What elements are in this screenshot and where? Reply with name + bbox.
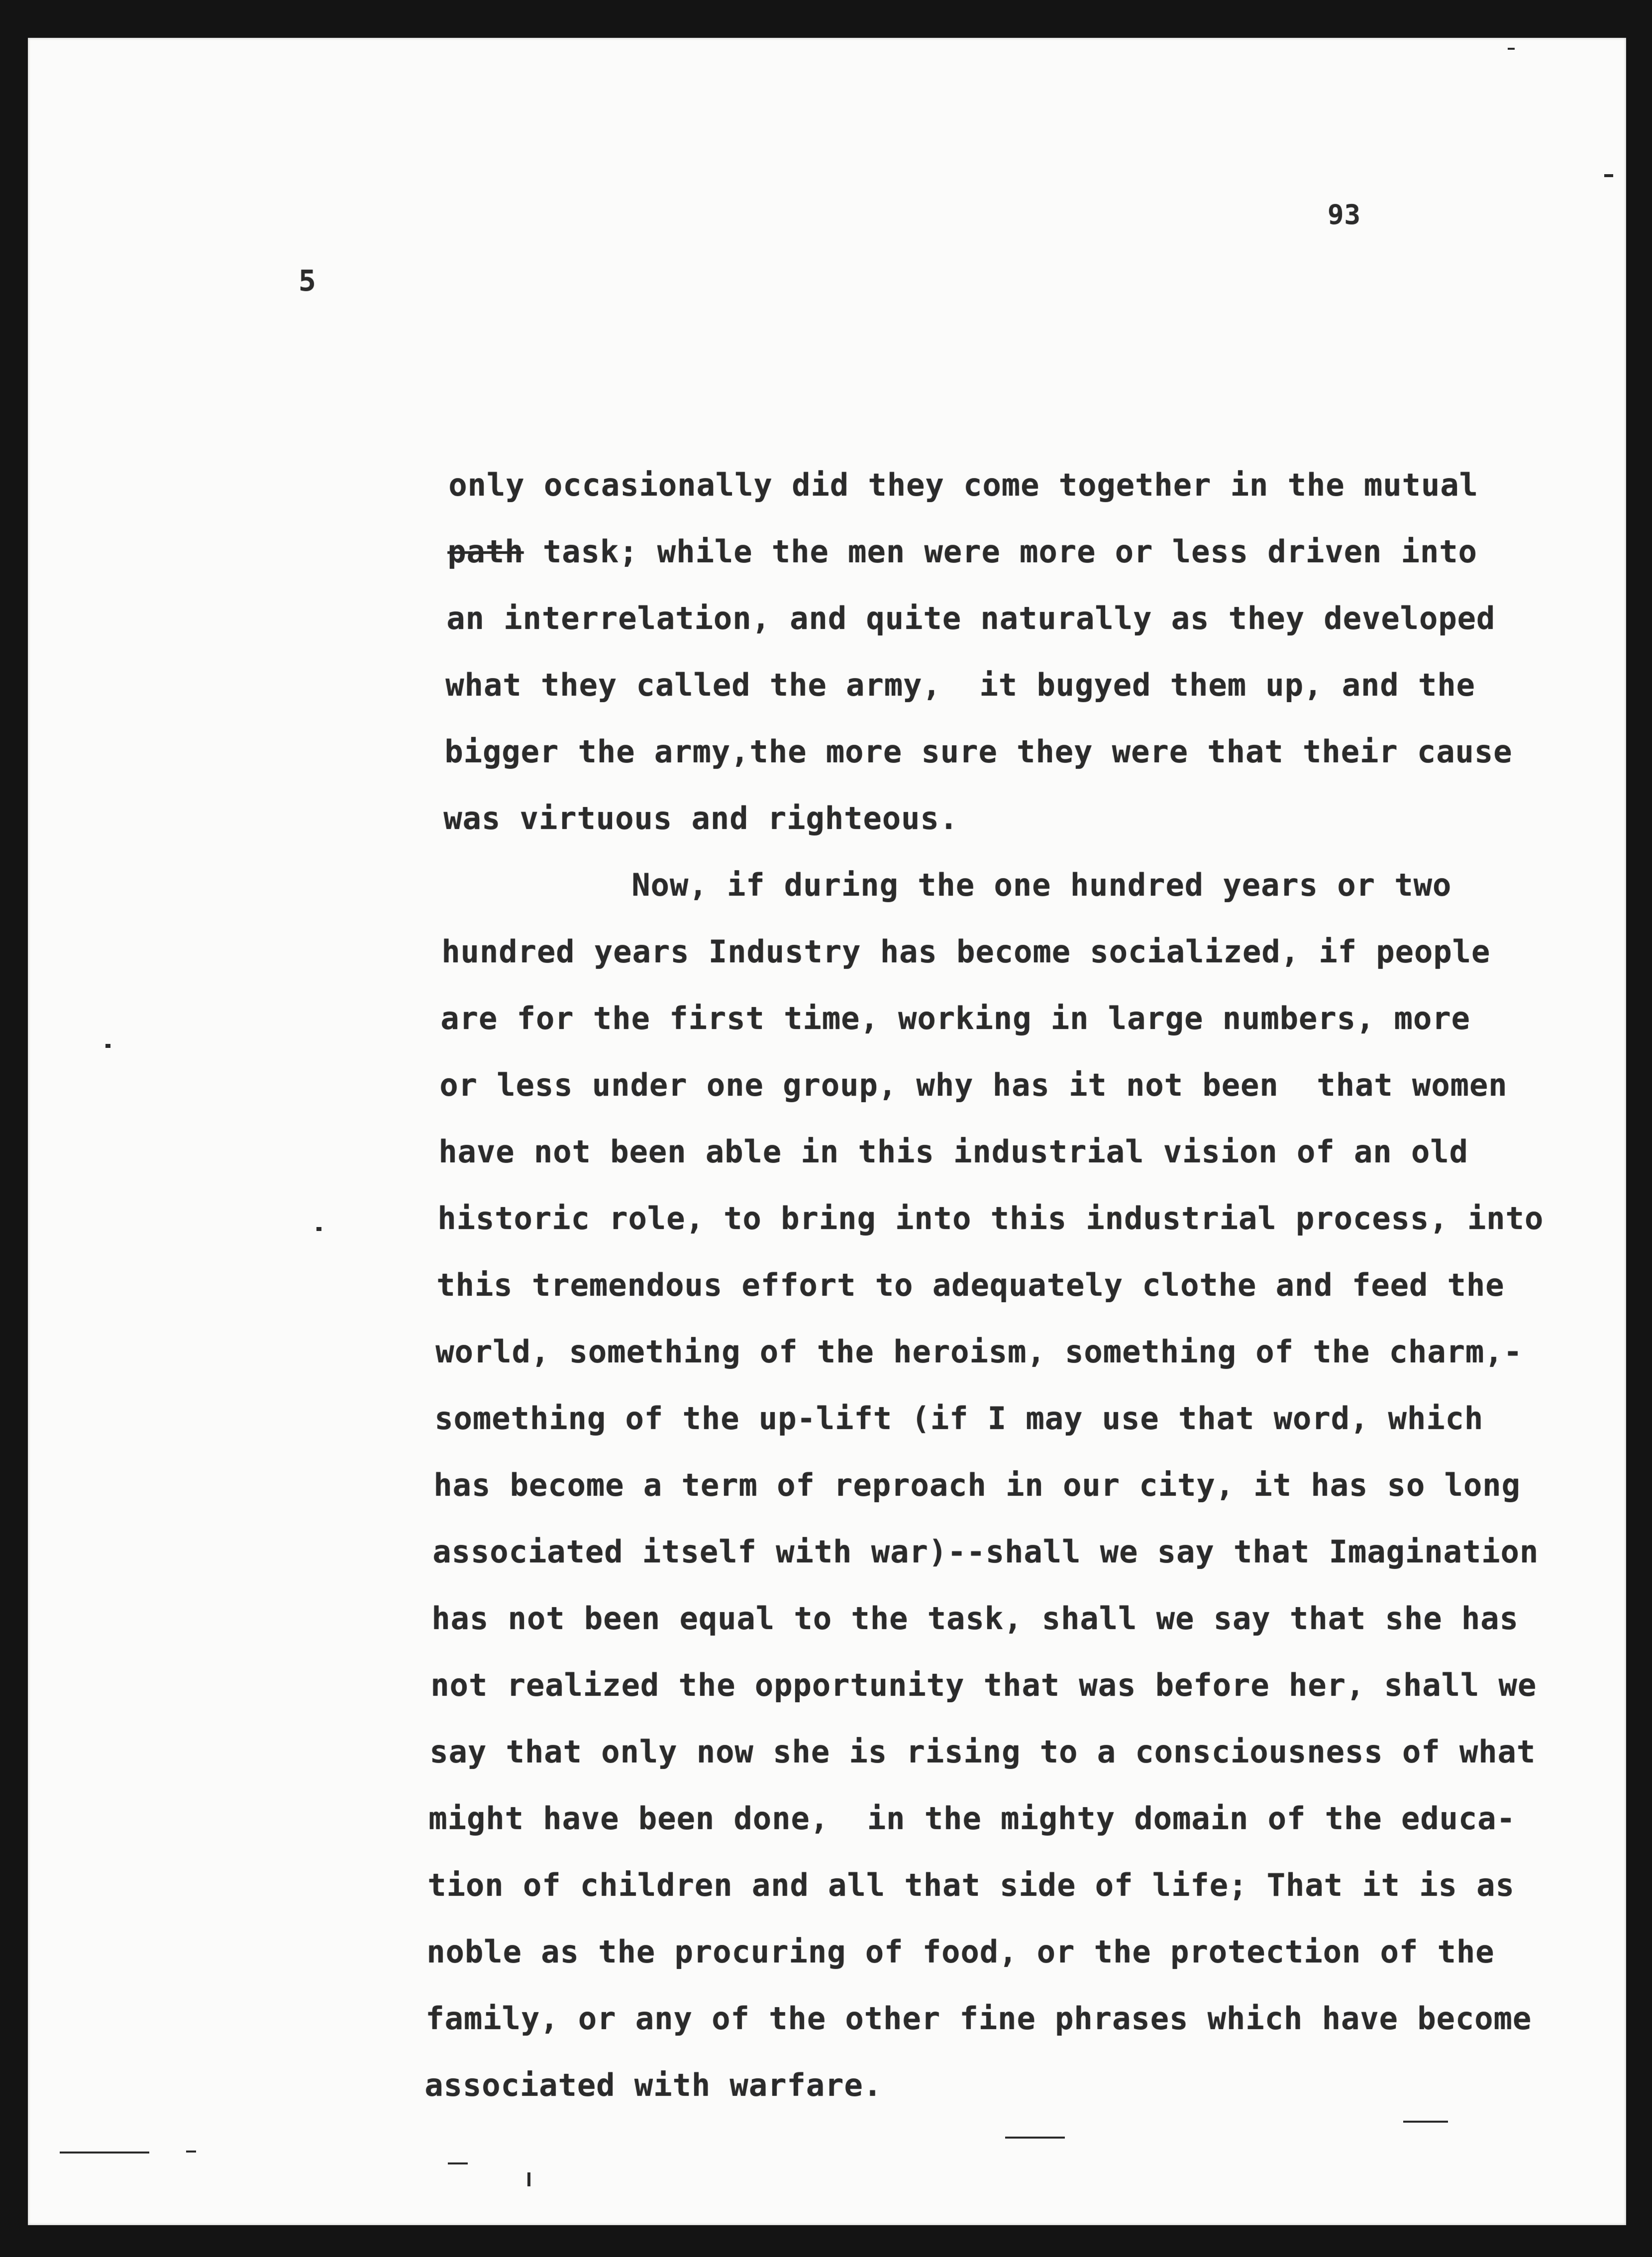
text-line: associated itself with war)--shall we say that Imagination (432, 1534, 1539, 1570)
text-line: what they called the army, it bugyed them up, and the (445, 667, 1475, 703)
scan-speck (105, 1044, 110, 1048)
text-line: might have been done, in the mighty domain of the educa- (428, 1800, 1516, 1837)
text-line: not realized the opportunity that was before her, shall we (430, 1667, 1537, 1703)
section-number: 5 (299, 264, 316, 298)
text-line: tion of children and all that side of life; That it is as (427, 1867, 1515, 1903)
text-line: historic role, to bring into this industrial process, into (437, 1200, 1544, 1236)
text-line: this tremendous effort to adequately clothe and feed the (436, 1267, 1505, 1303)
text-line: family, or any of the other fine phrases which have become (425, 2000, 1532, 2037)
text-line: are for the first time, working in large numbers, more (440, 1000, 1470, 1036)
page-number: 93 (1328, 199, 1361, 230)
scan-streak (186, 2151, 196, 2153)
text-line: have not been able in this industrial vision of an old (438, 1133, 1468, 1170)
edge-tick (1604, 174, 1613, 177)
text-line: hundred years Industry has become socialized, if people (441, 933, 1491, 970)
scan-streak (1508, 48, 1515, 50)
text-line: noble as the procuring of food, or the protection of the (426, 1934, 1495, 1970)
text-line: associated with warfare. (424, 2067, 883, 2103)
text-line: an interrelation, and quite naturally as they developed (446, 600, 1496, 636)
text-line: path task; while the men were more or less driven into (447, 533, 1477, 570)
text-line: has not been equal to the task, shall we say that she has (431, 1600, 1519, 1637)
scan-speck (316, 1227, 321, 1231)
text-line: something of the up-lift (if I may use that word, which (434, 1400, 1484, 1436)
text-line: world, something of the heroism, something of the charm,- (435, 1334, 1523, 1370)
scan-streak (60, 2152, 149, 2154)
scan-streak (1403, 2121, 1448, 2123)
scan-streak (1005, 2137, 1065, 2139)
text-line: bigger the army,the more sure they were that their cause (444, 733, 1513, 770)
struck-word: path (447, 533, 524, 570)
text-line: or less under one group, why has it not been that women (439, 1067, 1508, 1103)
text-line: has become a term of reproach in our city, it has so long (433, 1467, 1521, 1503)
text-line: only occasionally did they come together in the mutual (448, 467, 1478, 503)
scan-streak (527, 2172, 530, 2186)
scan-streak (448, 2162, 468, 2164)
text-line: say that only now she is rising to a consciousness of what (429, 1734, 1536, 1770)
text-line: Now, if during the one hundred years or two (631, 867, 1452, 903)
text-line: was virtuous and righteous. (443, 800, 959, 836)
